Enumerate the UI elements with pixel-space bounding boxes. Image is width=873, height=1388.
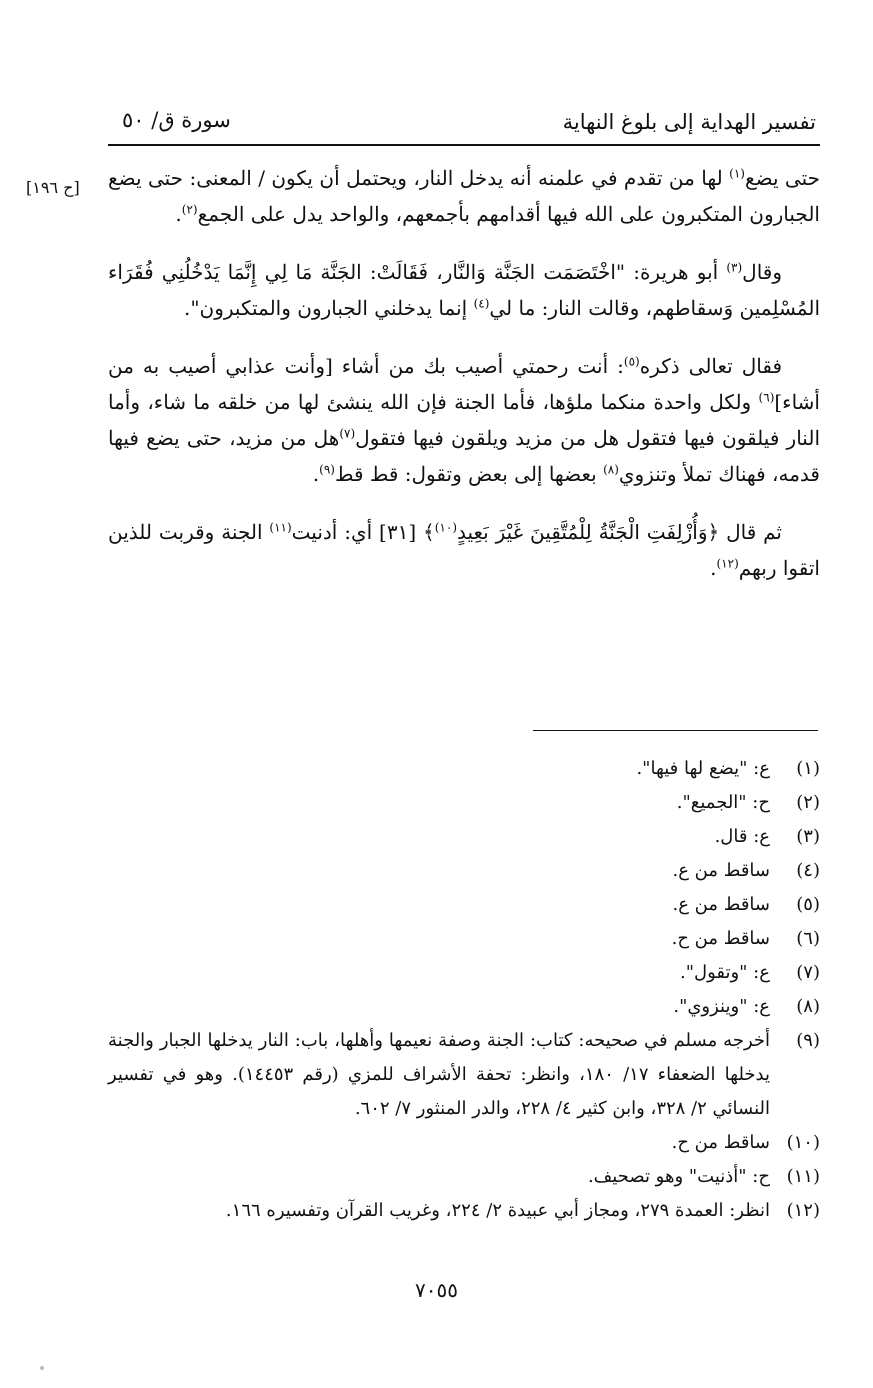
footnote-text: ع: "وينزوي". <box>673 996 770 1017</box>
footnote-ref[interactable]: (٩) <box>319 462 335 477</box>
footnote-text: انظر: العمدة ٢٧٩، ومجاز أبي عبيدة ٢/ ٢٢٤، وغريب القرآن وتفسيره ١٦٦. <box>225 1200 770 1221</box>
footnote-number: (٦) <box>796 928 820 949</box>
footnote-item <box>108 888 820 922</box>
footnote-ref[interactable]: (٥) <box>623 354 640 369</box>
footnote-text: ساقط من ح. <box>671 1132 770 1153</box>
footnote-item <box>108 752 820 786</box>
footnote-number: (٢) <box>796 792 820 813</box>
footnote-number: (٧) <box>796 962 820 983</box>
footnote-ref[interactable]: (٦) <box>758 390 775 405</box>
footnote-number: (٤) <box>796 860 820 881</box>
scan-speck <box>40 1366 44 1370</box>
page-number: ٧٠٥٥ <box>415 1278 458 1302</box>
book-title: تفسير الهداية إلى بلوغ النهاية <box>562 110 816 134</box>
footnote-text: ع: "وتقول". <box>680 962 770 983</box>
footnote-item <box>108 922 820 956</box>
footnote-separator <box>533 730 818 731</box>
footnote-text: ع: "يضع لها فيها". <box>636 758 770 779</box>
footnote-item <box>108 1024 820 1126</box>
footnote-ref[interactable]: (١) <box>729 166 745 181</box>
footnote-number: (٥) <box>796 894 820 915</box>
footnote-text: ح: "أذنيت" وهو تصحيف. <box>587 1166 770 1187</box>
footnote-ref[interactable]: (١١) <box>269 520 292 535</box>
footnote-item <box>108 1160 820 1194</box>
footnote-number: (٣) <box>796 826 820 847</box>
footnote-ref[interactable]: (٨) <box>603 462 619 477</box>
footnote-item <box>108 854 820 888</box>
footnote-item <box>108 1126 820 1160</box>
paragraph-4: ثم قال ﴿وَأُزْلِفَتِ الْجَنَّةُ لِلْمُتَّقِينَ غَيْرَ بَعِيدٍ$^{(١٠)}$﴾ [٣١] أي: أدنيت$^{(١١)}$ الجنة وقربت للذين اتقوا ربهم$^{(١٢)}$. <box>108 520 820 580</box>
footnote-ref[interactable]: (١٠) <box>434 520 457 535</box>
footnote-text: ع: قال. <box>714 826 770 847</box>
sura-label: سورة ق/ ٥٠ <box>122 108 231 132</box>
footnote-item <box>108 1194 820 1228</box>
paragraph-2: وقال$^{(٣)}$ أبو هريرة: "اخْتَصَمَت الجَنَّة وَالنَّار، فَقَالَتْ: الجَنَّة مَا لِي إِنَّمَا يَدْخُلُنِي فُقَرَاء المُسْلِمين وَسقاطهم، وقالت النار: ما لي$^{(٤)}$ إنما يدخلني الجبارون والمتكبرون". <box>108 260 820 320</box>
footnote-ref[interactable]: (٢) <box>181 202 198 217</box>
footnote-ref[interactable]: (٣) <box>726 260 743 275</box>
footnote-text: ساقط من ح. <box>671 928 770 949</box>
footnote-ref[interactable]: (٤) <box>473 296 490 311</box>
footnote-text: ساقط من ع. <box>672 894 770 915</box>
footnote-text: أخرجه مسلم في صحيحه: كتاب: الجنة وصفة نعيمها وأهلها، باب: النار يدخلها الجبار والجنة يدخلها الضعفاء ١٧/ ١٨٠، وانظر: تحفة الأشراف للمزي (رقم ١٤٤٥٣). وهو في تفسير النسائي ٢/ ٣٢٨، وابن كثير ٤/ ٢٢٨، والدر المنثور ٧/ ٦٠٢. <box>108 1030 770 1119</box>
footnote-ref[interactable]: (١٢) <box>716 556 739 571</box>
footnote-item <box>108 820 820 854</box>
footnote-number: (١٠) <box>786 1132 820 1153</box>
main-text <box>108 160 820 608</box>
manuscript-margin-note: [ح ١٩٦] <box>26 178 80 197</box>
running-header <box>108 104 820 146</box>
footnote-item <box>108 786 820 820</box>
footnote-item <box>108 956 820 990</box>
footnotes <box>108 752 820 1228</box>
footnote-text: ح: "الجميع". <box>676 792 770 813</box>
quran-verse: ﴿وَأُزْلِفَتِ الْجَنَّةُ لِلْمُتَّقِينَ غَيْرَ بَعِيدٍ <box>457 520 720 544</box>
footnote-number: (١) <box>796 758 820 779</box>
footnote-number: (٨) <box>796 996 820 1017</box>
footnote-text: ساقط من ع. <box>672 860 770 881</box>
footnote-ref[interactable]: (٧) <box>339 426 356 441</box>
footnote-number: (١١) <box>786 1166 820 1187</box>
footnote-number: (١٢) <box>786 1200 820 1221</box>
paragraph-3: فقال تعالى ذكره$^{(٥)}$: أنت رحمتي أصيب بك من أشاء [وأنت عذابي أصيب به من أشاء]$^{(٦)}$ ولكل واحدة منكما ملؤها، فأما الجنة فإن الله ينشئ لها من خلقه ما شاء، وأما النار فيلقون فيها فتقول هل من مزيد ويلقون فيها فتقول$^{(٧)}$هل من مزيد، حتى يضع فيها قدمه، فهناك تملأ وتنزوي$^{(٨)}$ بعضها إلى بعض وتقول: قط قط$^{(٩)}$. <box>108 354 820 486</box>
paragraph-1: حتى يضع$^{(١)}$ لها من تقدم في علمنه أنه يدخل النار، ويحتمل أن يكون / المعنى: حتى يضع الجبارون المتكبرون على الله فيها أقدامهم بأجمعهم، والواحد يدل على الجمع$^{(٢)}$. <box>108 166 821 226</box>
footnote-number: (٩) <box>796 1030 820 1051</box>
footnote-item <box>108 990 820 1024</box>
